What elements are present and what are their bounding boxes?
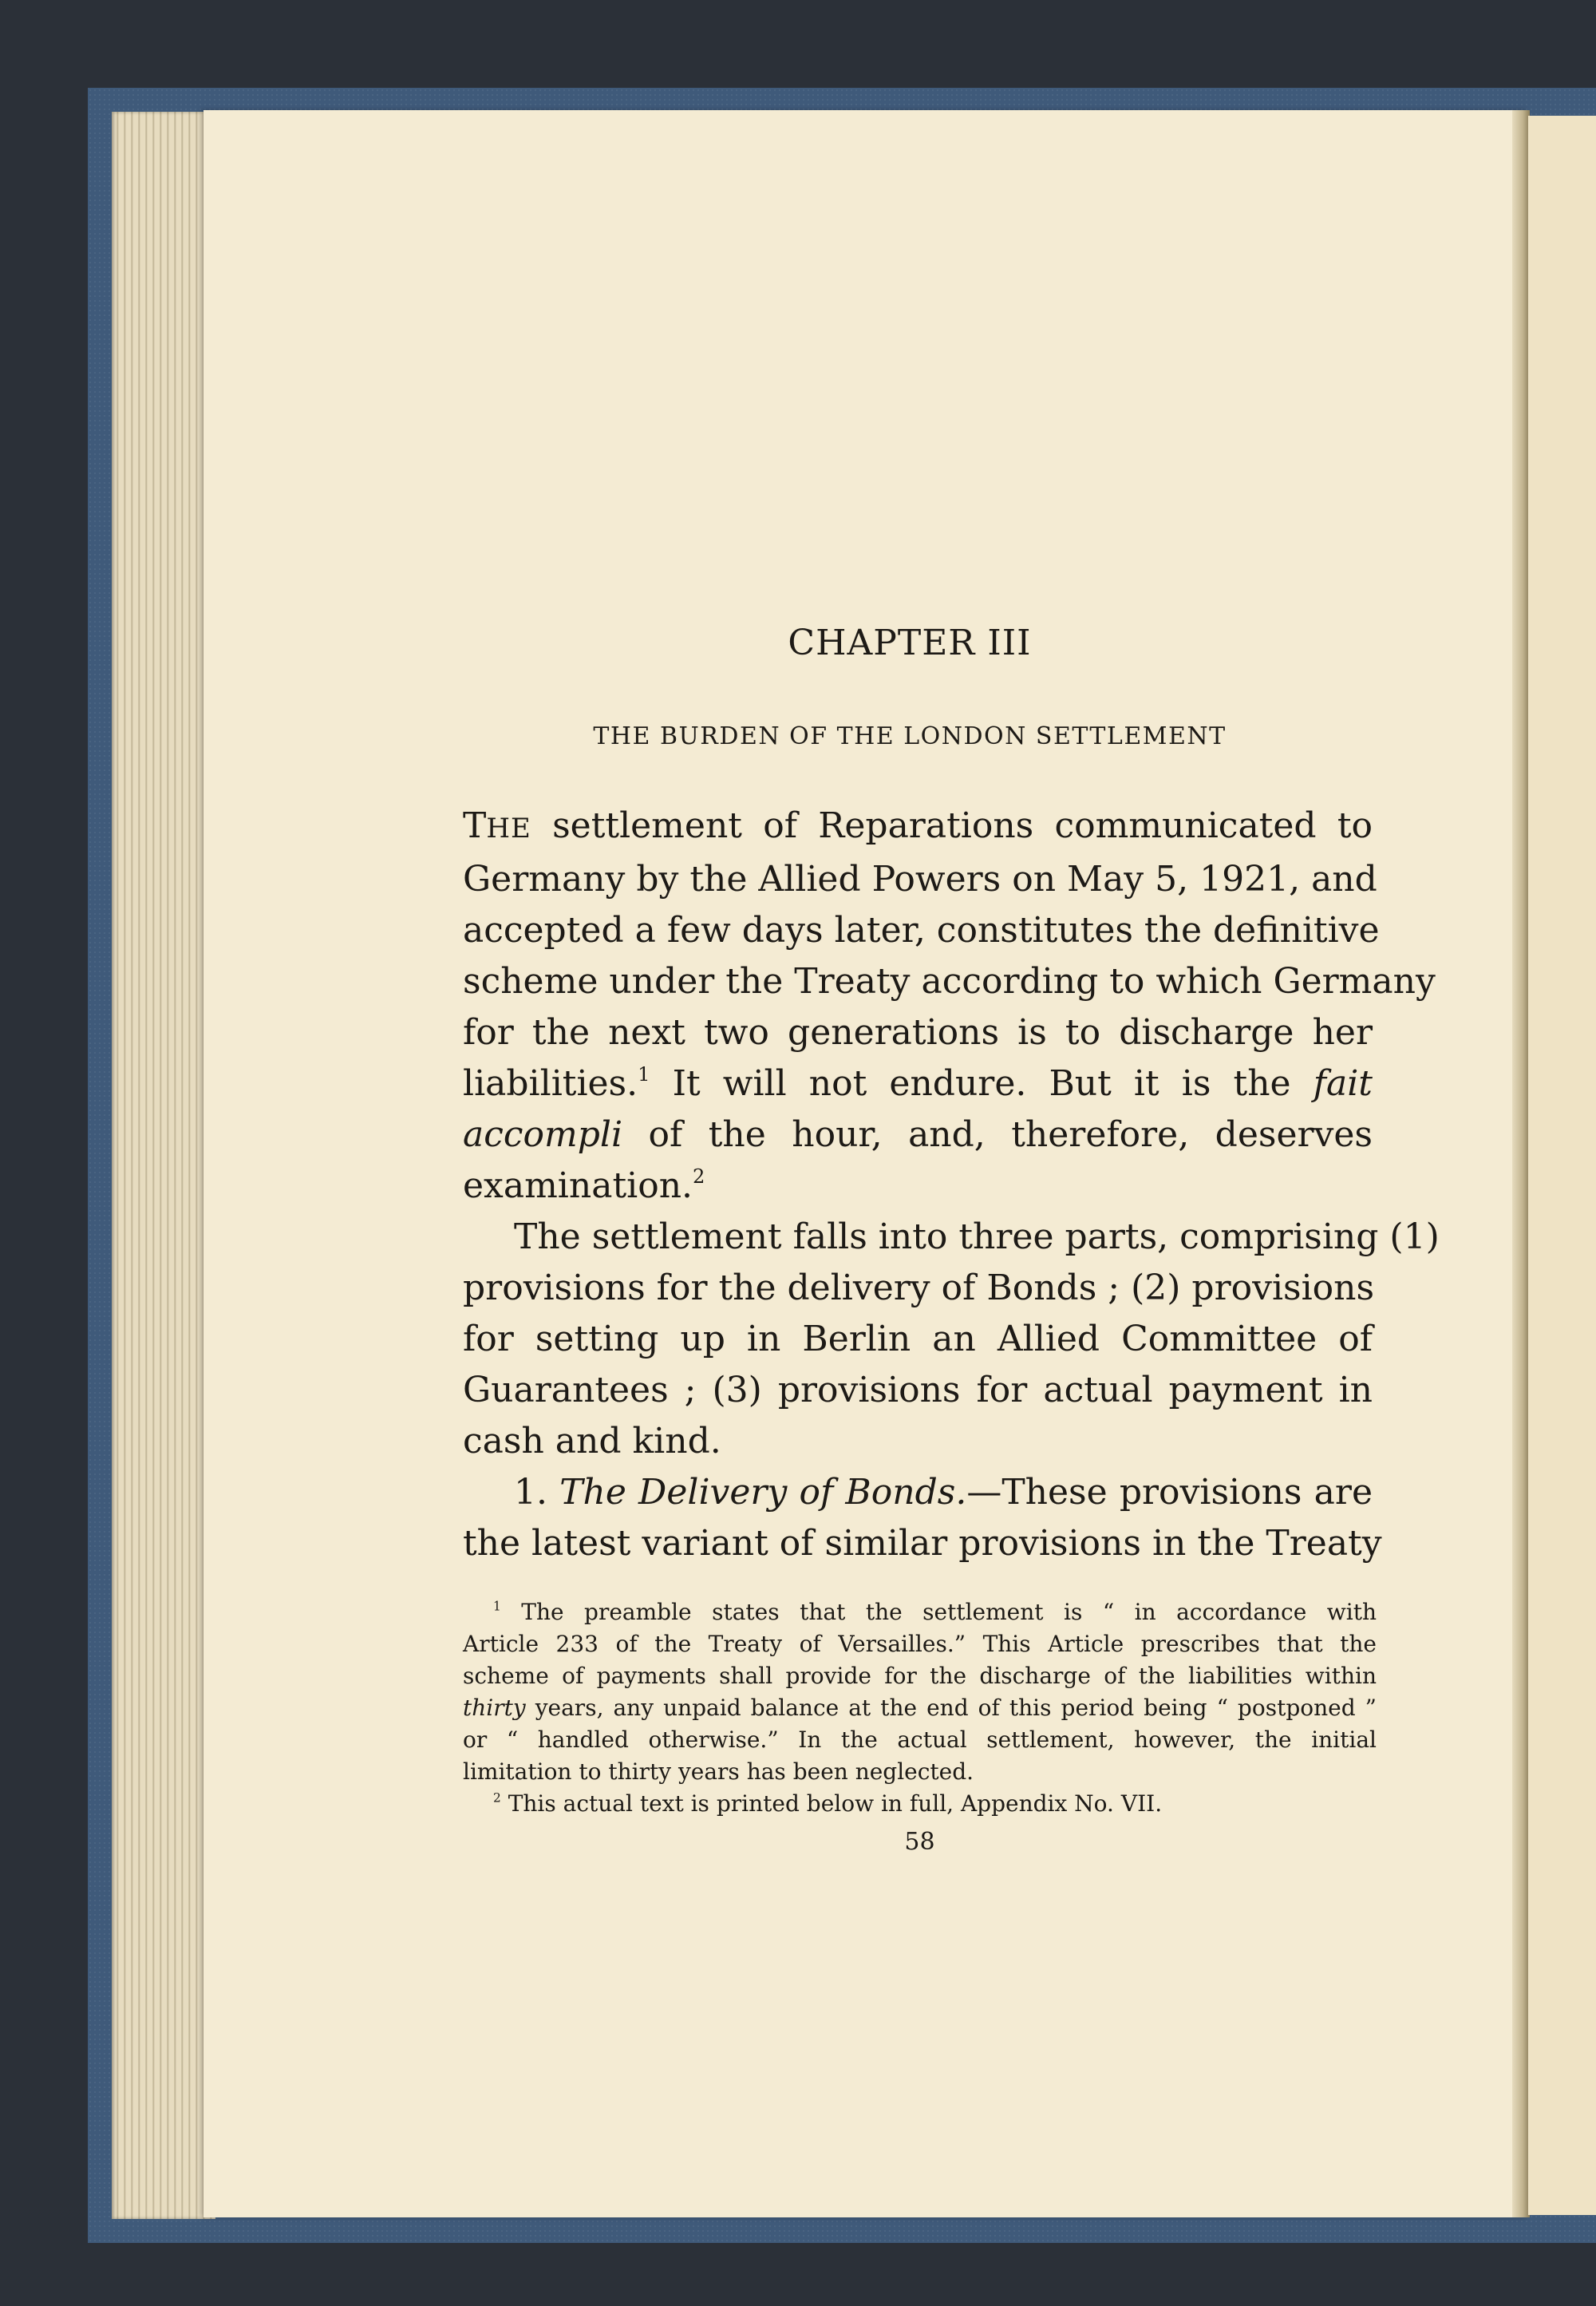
footnote-1-line-1: $^1$ The preamble states that the settlement is “ in accordance with — [493, 1599, 1377, 1625]
paragraph-1-line-3: accepted a few days later, constitutes the definitive — [463, 910, 1380, 951]
opening-word: THE — [463, 805, 531, 846]
paragraph-2-line-3: for setting up in Berlin an Allied Committee of — [463, 1319, 1373, 1359]
page-number: 58 — [904, 1828, 935, 1856]
paragraph-1-line-4: scheme under the Treaty according to which Germany — [463, 961, 1436, 1002]
paragraph-2-line-1: The settlement falls into three parts, comprising (1) — [514, 1216, 1440, 1257]
footnote-1-line-4: thirty years, any unpaid balance at the end of this period being “ postponed ” — [463, 1695, 1377, 1721]
paragraph-1-line-5: for the next two generations is to discharge her — [463, 1012, 1373, 1053]
body-text — [463, 801, 1440, 1569]
paragraph-1-line-1: THE settlement of Reparations communicated to — [463, 805, 1373, 846]
footnote-2: $^2$ This actual text is printed below in full, Appendix No. VII. — [493, 1790, 1163, 1817]
page-gutter — [1512, 110, 1530, 2217]
paragraph-3-line-2: the latest variant of similar provisions in the Treaty — [463, 1523, 1382, 1564]
paragraph-1-line-6: liabilities.$^1$ It will not endure. But it is the fait — [463, 1062, 1373, 1104]
facing-page-edge — [1528, 116, 1596, 2215]
paragraph-2-line-5: cash and kind. — [463, 1421, 721, 1462]
footnote-ref-2: 2 — [693, 1165, 705, 1188]
paragraph-2-line-4: Guarantees ; (3) provisions for actual payment in — [463, 1370, 1373, 1410]
footnote-1-line-2: Article 233 of the Treaty of Versailles.” This Article prescribes that the — [463, 1631, 1377, 1657]
footnote-ref-1: 1 — [638, 1062, 650, 1086]
chapter-subtitle: THE BURDEN OF THE LONDON SETTLEMENT — [593, 722, 1227, 750]
paragraph-1-line-7: accompli of the hour, and, therefore, deserves — [463, 1114, 1373, 1155]
footnote-1-line-3: scheme of payments shall provide for the discharge of the liabilities within — [463, 1663, 1377, 1689]
paragraph-1-line-2: Germany by the Allied Powers on May 5, 1921, and — [463, 859, 1377, 900]
footnotes — [463, 1596, 1377, 1820]
paragraph-2-line-2: provisions for the delivery of Bonds ; (2) provisions — [463, 1268, 1375, 1308]
footnote-1-line-6: limitation to thirty years has been neglected. — [463, 1758, 974, 1785]
paragraph-3-line-1: 1. The Delivery of Bonds.—These provisions are — [514, 1472, 1373, 1513]
section-heading: The Delivery of Bonds. — [559, 1472, 967, 1513]
chapter-title: CHAPTER III — [788, 623, 1032, 663]
page-edges — [112, 112, 215, 2219]
footnote-1-line-5: or “ handled otherwise.” In the actual settlement, however, the initial — [463, 1727, 1377, 1753]
paragraph-1-line-8: examination.$^2$ — [463, 1165, 705, 1206]
